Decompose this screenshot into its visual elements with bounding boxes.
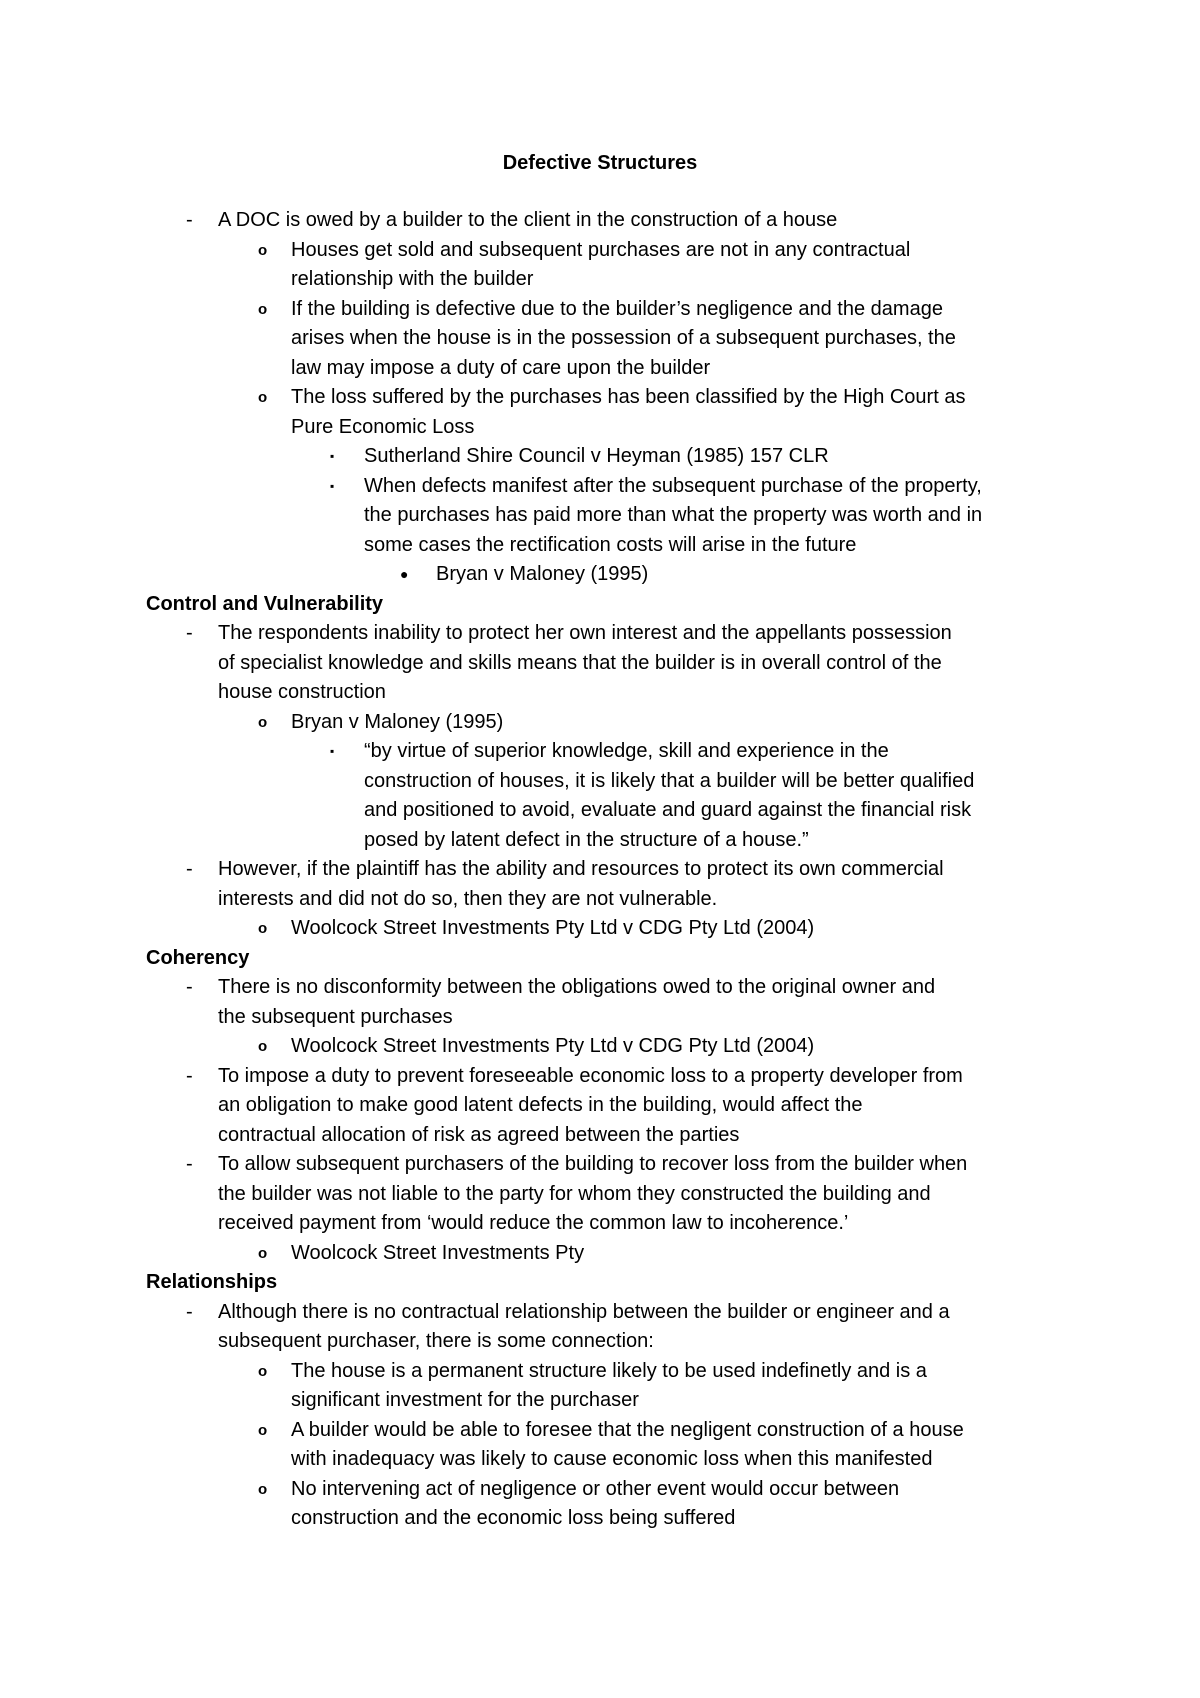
list-item-text: A builder would be able to foresee that the negligent construction of a house [291, 1418, 964, 1441]
list-item-line [0, 767, 1200, 797]
list-item-line [0, 295, 1200, 325]
list-item-text: The loss suffered by the purchases has been classified by the High Court as [291, 386, 966, 408]
list-item-line [0, 1504, 1200, 1534]
list-item-text: Woolcock Street Investments Pty Ltd v CDG Pty Ltd (2004) [291, 917, 815, 939]
list-item-line [0, 1445, 1200, 1475]
list-item-text: Houses get sold and subsequent purchases are not in any contractual [291, 238, 911, 261]
list-item-line [0, 1357, 1200, 1387]
list-item-text: No intervening act of negligence or other event would occur between [291, 1477, 900, 1500]
list-item-text: posed by latent defect in the structure of a house.” [364, 828, 809, 851]
section-heading: Control and Vulnerability [146, 592, 384, 615]
list-item-text: with inadequacy was likely to cause economic loss when this manifested [291, 1448, 933, 1470]
list-item-text: the purchases has paid more than what the property was worth and in [364, 504, 983, 526]
list-item-text: Bryan v Maloney (1995) [436, 563, 649, 585]
list-bullet-icon: - [186, 622, 193, 644]
list-bullet-icon: o [258, 1362, 268, 1380]
list-item-line [0, 1475, 1200, 1505]
list-bullet-icon: ▪ [330, 449, 335, 463]
list-item-line [0, 737, 1200, 767]
list-item-line [0, 708, 1200, 738]
list-item-text: house construction [218, 681, 386, 703]
list-bullet-icon: ▪ [330, 478, 335, 493]
list-item-line [0, 354, 1200, 384]
list-item-line [0, 324, 1200, 354]
list-item-line [0, 206, 1200, 236]
list-item-line [0, 1180, 1200, 1210]
list-item-line [0, 472, 1200, 502]
list-bullet-icon: o [258, 300, 268, 318]
list-item-line [0, 1032, 1200, 1062]
document-body [0, 206, 1200, 1534]
list-item-line [0, 649, 1200, 679]
list-item-text: and positioned to avoid, evaluate and guard against the financial risk [364, 799, 972, 821]
list-item-line [0, 973, 1200, 1003]
list-item-text: Although there is no contractual relationship between the builder or engineer and a [218, 1300, 950, 1323]
list-bullet-icon: - [186, 209, 193, 231]
list-item-text: To allow subsequent purchasers of the building to recover loss from the builder when [218, 1153, 968, 1175]
list-item-line [0, 531, 1200, 561]
list-item-text: contractual allocation of risk as agreed between the parties [218, 1123, 740, 1146]
list-bullet-icon: - [186, 858, 193, 880]
list-item-text: arises when the house is in the possession of a subsequent purchases, the [291, 327, 956, 349]
list-item-text: The respondents inability to protect her own interest and the appellants possession [218, 622, 952, 644]
list-item-line [0, 383, 1200, 413]
list-item-line [0, 885, 1200, 915]
list-item-line [0, 855, 1200, 885]
list-item-text: Pure Economic Loss [291, 415, 475, 438]
list-bullet-icon: o [258, 241, 268, 259]
list-item-line [0, 501, 1200, 531]
list-item-text: Woolcock Street Investments Pty Ltd v CDG Pty Ltd (2004) [291, 1035, 815, 1057]
list-item-line [0, 1209, 1200, 1239]
list-item-line [0, 413, 1200, 443]
list-item-line [0, 1298, 1200, 1328]
list-item-line [0, 236, 1200, 266]
list-item-text: A DOC is owed by a builder to the client in the construction of a house [218, 209, 838, 231]
list-item-text: of specialist knowledge and skills means that the builder is in overall control of the [218, 651, 942, 674]
list-bullet-icon: - [186, 1064, 193, 1087]
list-item-text: some cases the rectification costs will arise in the future [364, 533, 857, 556]
list-item-text: There is no disconformity between the obligations owed to the original owner and [218, 976, 936, 998]
list-bullet-icon: o [258, 713, 268, 731]
list-item-text: relationship with the builder [291, 268, 534, 290]
list-item-line [0, 265, 1200, 295]
list-item-text: However, if the plaintiff has the ability and resources to protect its own commercial [218, 858, 944, 880]
list-item-text: interests and did not do so, then they are not vulnerable. [218, 887, 718, 910]
list-item-line [0, 1386, 1200, 1416]
list-item-text: construction and the economic loss being suffered [291, 1507, 736, 1529]
list-item-text: subsequent purchaser, there is some connection: [218, 1330, 654, 1352]
list-item-line [0, 1003, 1200, 1033]
list-item-line [0, 678, 1200, 708]
list-item-line [0, 1239, 1200, 1269]
list-item-line [0, 560, 1200, 590]
list-item-text: The house is a permanent structure likely to be used indefinetly and is a [291, 1359, 927, 1382]
list-item-line [0, 914, 1200, 944]
list-bullet-icon: o [258, 1421, 268, 1439]
list-item-line [0, 826, 1200, 856]
list-bullet-icon: o [258, 920, 268, 937]
list-item-text: When defects manifest after the subsequent purchase of the property, [364, 474, 982, 497]
list-item-text: received payment from ‘would reduce the common law to incoherence.’ [218, 1212, 849, 1234]
list-item-text: significant investment for the purchaser [291, 1389, 639, 1411]
list-item-line [0, 1062, 1200, 1092]
list-bullet-icon: - [186, 1300, 193, 1323]
list-item-line [0, 796, 1200, 826]
list-item-text: Bryan v Maloney (1995) [291, 710, 504, 733]
list-item-text: the builder was not liable to the party for whom they constructed the building and [218, 1182, 931, 1205]
list-item-line [0, 1327, 1200, 1357]
list-item-line [0, 1091, 1200, 1121]
list-item-line [0, 1121, 1200, 1151]
list-item-text: To impose a duty to prevent foreseeable economic loss to a property developer from [218, 1064, 963, 1087]
list-bullet-icon: - [186, 976, 193, 998]
list-bullet-icon: ● [400, 566, 409, 582]
section-heading: Relationships [146, 1271, 278, 1293]
section-heading: Coherency [146, 946, 250, 969]
list-bullet-icon: - [186, 1153, 193, 1175]
list-item-text: construction of houses, it is likely that a builder will be better qualified [364, 769, 975, 792]
list-bullet-icon: o [258, 389, 268, 406]
list-item-text: Sutherland Shire Council v Heyman (1985) 157 CLR [364, 445, 829, 467]
list-item-text: law may impose a duty of care upon the builder [291, 356, 711, 379]
list-bullet-icon: ▪ [330, 744, 335, 758]
list-item-text: Woolcock Street Investments Pty [291, 1241, 585, 1264]
page-title: Defective Structures [502, 152, 698, 174]
list-item-line [0, 442, 1200, 472]
list-bullet-icon: o [258, 1038, 268, 1055]
list-item-text: the subsequent purchases [218, 1005, 453, 1028]
list-item-text: an obligation to make good latent defects in the building, would affect the [218, 1094, 863, 1116]
list-item-text: If the building is defective due to the builder’s negligence and the damage [291, 297, 943, 320]
list-item-line [0, 1150, 1200, 1180]
list-item-line [0, 1416, 1200, 1446]
list-item-line [0, 619, 1200, 649]
list-bullet-icon: o [258, 1480, 268, 1498]
list-bullet-icon: o [258, 1244, 268, 1262]
list-item-text: “by virtue of superior knowledge, skill and experience in the [364, 740, 889, 762]
